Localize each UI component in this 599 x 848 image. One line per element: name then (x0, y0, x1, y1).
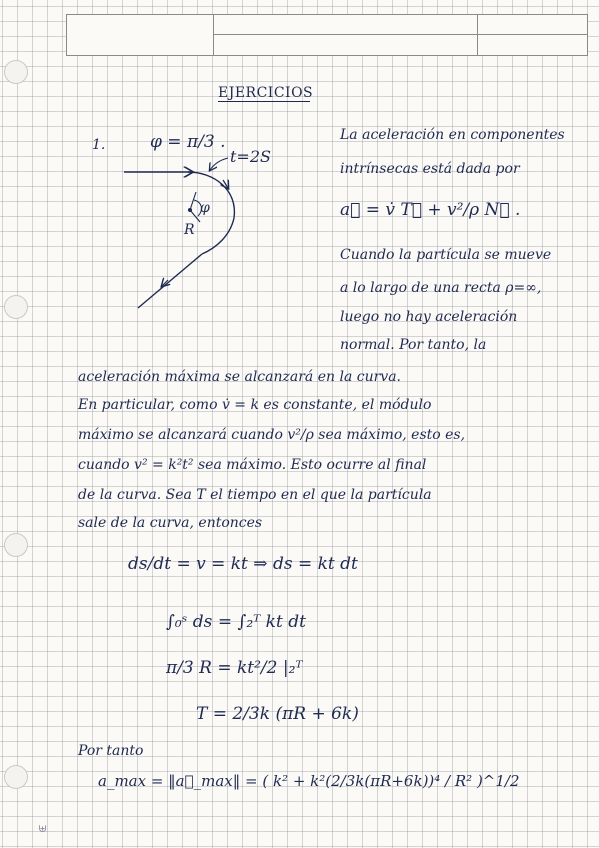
exercise-number: 1. (92, 137, 106, 153)
given-angle: φ = π/3 . (150, 132, 226, 152)
text-line: cuando v² = k²t² sea máximo. Esto ocurre al final (78, 457, 427, 473)
text-line: La aceleración en componentes (340, 127, 565, 143)
text-line: luego no hay aceleración (340, 309, 518, 325)
outgoing-path (138, 254, 202, 308)
punch-hole (4, 60, 28, 84)
text-line: a lo largo de una recta ρ=∞, (340, 280, 542, 296)
time-pointer (210, 158, 228, 170)
title-underline (218, 101, 310, 102)
radius-lines (190, 192, 200, 222)
trajectory-diagram (110, 140, 300, 320)
equation-4: T = 2/3k (πR + 6k) (196, 704, 359, 724)
punch-hole (4, 765, 28, 789)
text-line: de la curva. Sea T el tiempo en el que la partícula (78, 487, 432, 503)
time-label: t=2S (230, 147, 271, 166)
curve-arc (188, 172, 234, 254)
header-box (66, 14, 588, 56)
angle-label: φ (200, 200, 210, 216)
conclusion-label: Por tanto (78, 743, 144, 759)
text-line: intrínsecas está dada por (340, 161, 520, 177)
final-equation: a_max = ‖a⃗_max‖ = ( k² + k²(2/3k(πR+6k))⁴ / R² )^1/2 (98, 772, 520, 790)
margin-mark: ⊎ (38, 822, 48, 835)
text-line: sale de la curva, entonces (78, 515, 263, 531)
page-title: EJERCICIOS (218, 85, 314, 101)
punch-hole (4, 295, 28, 319)
equation-2: ∫₀ˢ ds = ∫₂ᵀ kt dt (166, 612, 306, 632)
text-line: Cuando la partícula se mueve (340, 247, 552, 263)
radius-label: R (184, 222, 195, 238)
equation-1: ds/dt = v = kt ⇒ ds = kt dt (128, 554, 358, 574)
punch-hole (4, 533, 28, 557)
text-line: aceleración máxima se alcanzará en la curva. (78, 369, 401, 385)
text-line: máximo se alcanzará cuando v²/ρ sea máximo, esto es, (78, 427, 466, 443)
text-line: normal. Por tanto, la (340, 337, 487, 353)
acceleration-formula: a⃗ = v̇ T⃗ + v²/ρ N⃗ . (340, 200, 521, 220)
text-line: En particular, como v̇ = k es constante, el módulo (78, 397, 432, 413)
equation-3: π/3 R = kt²/2 |₂ᵀ (166, 658, 303, 678)
